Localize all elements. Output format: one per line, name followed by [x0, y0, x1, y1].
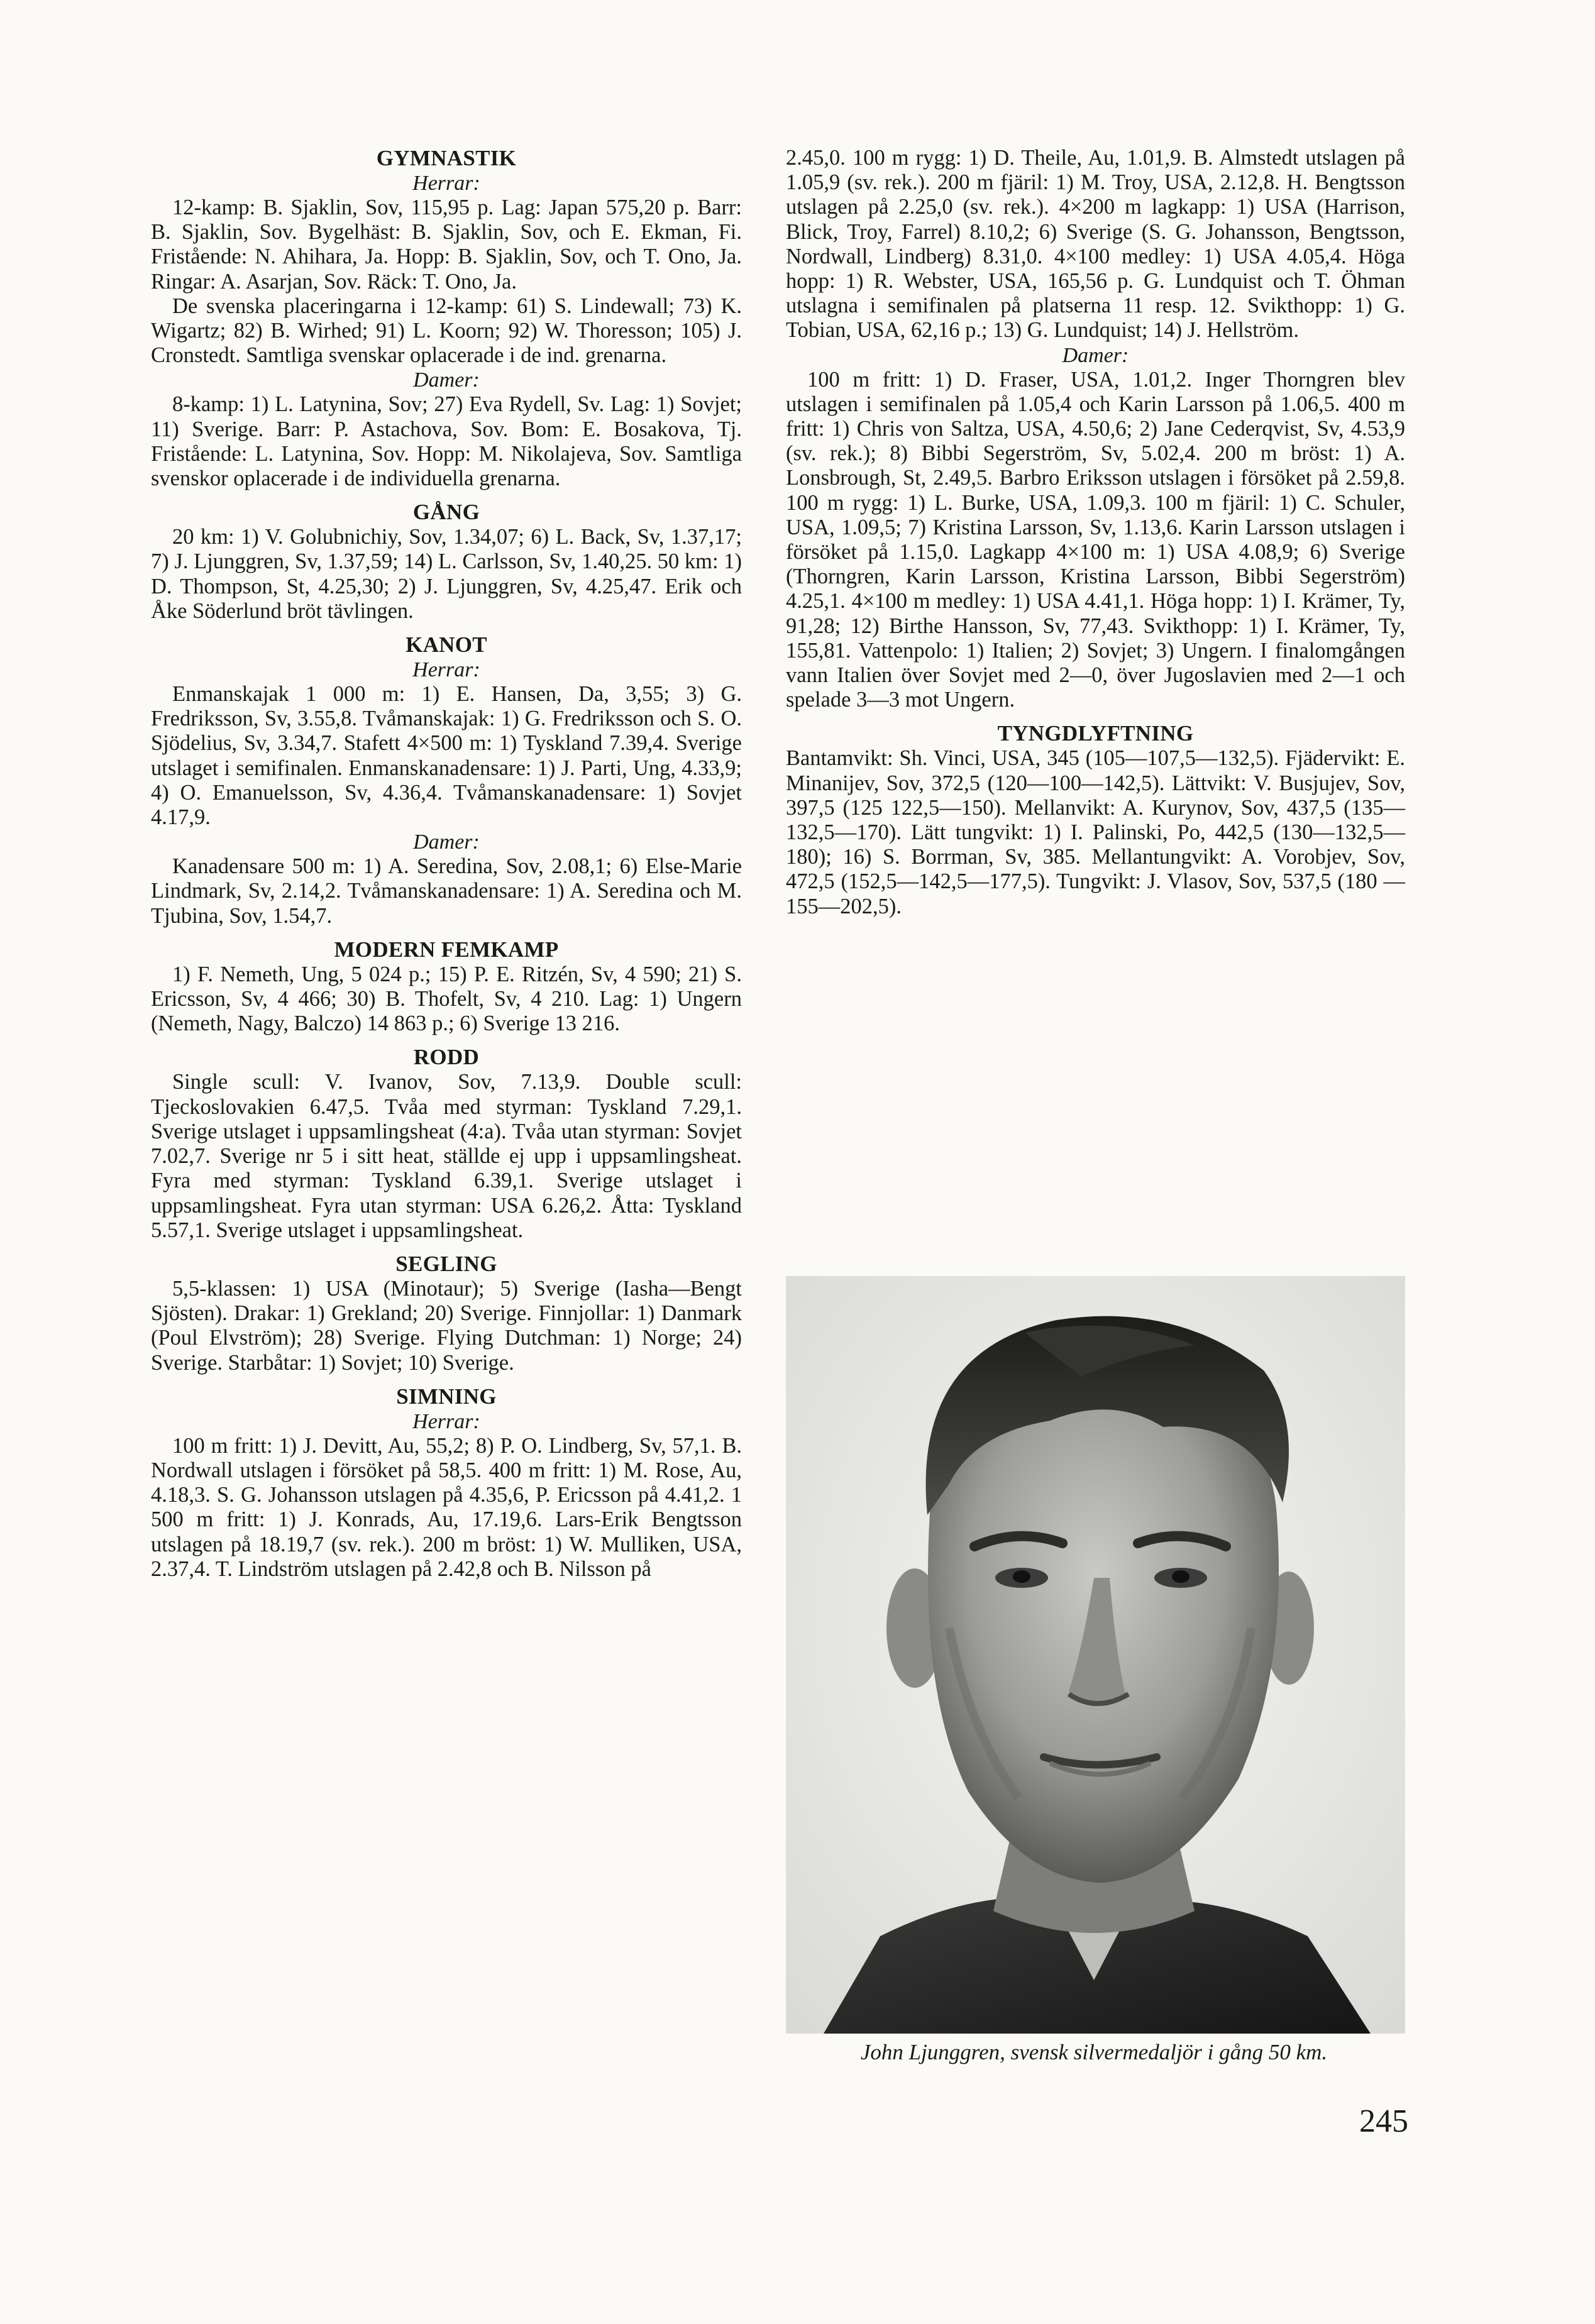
- results-paragraph: 100 m fritt: 1) J. Devitt, Au, 55,2; 8) P. O. Lindberg, Sv, 57,1. B. Nordwall utslagen i försöket på 58,5. 400 m fritt: 1) M. Rose, Au, 4.18,3. S. G. Johansson utslagen på 4.35,6, P. Ericsson på 4.41,2. 1 500 m fritt: 1) J. Konrads, Au, 17.19,6. Lars-Erik Bengtsson utslagen på 18.19,7 (sv. rek.). 200 m bröst: 1) W. Mulliken, USA, 2.37,4. T. Lindström utslagen på 2.42,8 och B. Nilsson på: [151, 1433, 742, 1581]
- results-paragraph: 100 m fritt: 1) D. Fraser, USA, 1.01,2. Inger Thorngren blev utslagen i semifinalen på 1.05,4 och Karin Larsson på 1.06,5. 400 m fritt: 1) Chris von Saltza, USA, 4.50,6; 2) Jane Cederqvist, Sv, 4.53,9 (sv. rek.); 8) Bibbi Segerström, Sv, 5.02,4. 200 m bröst: 1) A. Lonsbrough, St, 2.49,5. Barbro Eriksson utslagen i försöket på 2.59,8. 100 m rygg: 1) L. Burke, USA, 1.09,3. 100 m fjäril: 1) C. Schuler, USA, 1.09,5; 7) Kristina Larsson, Sv, 1.13,6. Karin Larsson utslagen i försöket på 1.15,0. Lagkapp 4×100 m: 1) USA 4.08,9; 6) Sverige (Thorngren, Karin Larsson, Kristina Larsson, Bibbi Segerström) 4.25,1. 4×100 m medley: 1) USA 4.41,1. Höga hopp: 1) I. Krämer, Ty, 91,28; 12) Birthe Hansson, Sv, 77,43. Svikthopp: 1) I. Krämer, Ty, 155,81. Vattenpolo: 1) Italien; 2) Sovjet; 3) Ungern. I finalomgången vann Italien över Sovjet med 2—0, över Jugoslavien med 2—1 och spelade 3—3 mot Ungern.: [786, 367, 1405, 712]
- portrait-photo: [786, 1276, 1405, 2034]
- section-subheading: Herrar:: [412, 1409, 480, 1433]
- results-paragraph: Enmanskajak 1 000 m: 1) E. Hansen, Da, 3,55; 3) G. Fredriksson, Sv, 3.55,8. Tvåmanskajak: 1) G. Fredriksson och S. O. Sjödelius, Sv, 3.34,7. Stafett 4×500 m: 1) Tyskland 7.39,4. Sverige utslaget i semifinalen. Enmanskanadensare: 1) J. Parti, Ung, 4.33,9; 4) O. Emanuelsson, Sv, 4.36,4. Tvåmanskanadensare: 1) Sovjet 4.17,9.: [151, 682, 742, 830]
- photo-caption: John Ljunggren, svensk silvermedaljör i gång 50 km.: [860, 2040, 1328, 2064]
- section-heading: SEGLING: [395, 1251, 497, 1276]
- results-paragraph: De svenska placeringarna i 12-kamp: 61) S. Lindewall; 73) K. Wigartz; 82) B. Wirhed; 91) L. Koorn; 92) W. Thoresson; 105) J. Cronstedt. Samtliga svenskar oplacerade i de ind. grenarna.: [151, 294, 742, 368]
- section-subheading: Herrar:: [412, 172, 480, 195]
- results-paragraph: Bantamvikt: Sh. Vinci, USA, 345 (105—107,5—132,5). Fjädervikt: E. Minanijev, Sov, 372,5 (120—100—142,5). Lättvikt: V. Busjujev, Sov, 397,5 (125 122,5—150). Mellanvikt: A. Kurynov, Sov, 437,5 (135—132,5—170). Lätt tungvikt: 1) I. Palinski, Po, 442,5 (130—132,5—180); 16) S. Borrman, Sv, 385. Mellantungvikt: A. Vorobjev, Sov, 472,5 (152,5—142,5—177,5). Tungvikt: J. Vlasov, Sov, 537,5 (180 —155—202,5).: [786, 746, 1405, 918]
- section-heading: GÅNG: [412, 500, 480, 525]
- section-subheading: Herrar:: [412, 658, 480, 682]
- section-heading: MODERN FEMKAMP: [334, 937, 559, 962]
- section-heading: RODD: [413, 1045, 480, 1070]
- results-paragraph: Single scull: V. Ivanov, Sov, 7.13,9. Double scull: Tjeckoslovakien 6.47,5. Tvåa med styrman: Tyskland 7.29,1. Sverige utslaget i uppsamlingsheat (4:a). Tvåa utan styrman: Sovjet 7.02,7. Sverige nr 5 i sitt heat, ställde ej upp i uppsamlingsheat. Fyra med styrman: Tyskland 6.39,1. Sverige utslaget i uppsamlingsheat. Fyra utan styrman: USA 6.26,2. Åtta: Tyskland 5.57,1. Sverige utslaget i uppsamlingsheat.: [151, 1070, 742, 1242]
- section-heading: GYMNASTIK: [376, 146, 517, 170]
- results-paragraph: 12-kamp: B. Sjaklin, Sov, 115,95 p. Lag: Japan 575,20 p. Barr: B. Sjaklin, Sov. Bygelhäst: B. Sjaklin, Sov, och E. Ekman, Fi. Fristående: N. Ahihara, Ja. Hopp: B. Sjaklin, Sov, och T. Ono, Ja. Ringar: A. Asarjan, Sov. Räck: T. Ono, Ja.: [151, 196, 742, 294]
- section-heading: KANOT: [406, 632, 487, 658]
- section-subheading: Damer:: [413, 368, 480, 392]
- section-subheading: Damer:: [1062, 343, 1129, 367]
- left-column: [151, 146, 742, 1582]
- section-subheading: Damer:: [413, 830, 480, 854]
- results-paragraph: 2.45,0. 100 m rygg: 1) D. Theile, Au, 1.01,9. B. Almstedt utslagen på 1.05,9 (sv. rek.). 200 m fjäril: 1) M. Troy, USA, 2.12,8. H. Bengtsson utslagen på 2.25,0 (sv. rek.). 4×200 m lagkapp: 1) USA (Harrison, Blick, Troy, Farrel) 8.10,2; 6) Sverige (S. G. Johansson, Bengtsson, Nordwall, Lindberg) 8.31,0. 4×100 medley: 1) USA 4.05,4. Höga hopp: 1) R. Webster, USA, 165,56 p. G. Lundquist och T. Öhman utslagna i semifinalen på platserna 11 resp. 12. Svikthopp: 1) G. Tobian, USA, 62,16 p.; 13) G. Lundquist; 14) J. Hellström.: [786, 146, 1405, 343]
- results-paragraph: 1) F. Nemeth, Ung, 5 024 p.; 15) P. E. Ritzén, Sv, 4 590; 21) S. Ericsson, Sv, 4 466; 30) B. Thofelt, Sv, 4 210. Lag: 1) Ungern (Nemeth, Nagy, Balczo) 14 863 p.; 6) Sverige 13 216.: [151, 962, 742, 1036]
- results-paragraph: 5,5-klassen: 1) USA (Minotaur); 5) Sverige (Iasha—Bengt Sjösten). Drakar: 1) Grekland; 20) Sverige. Finnjollar: 1) Danmark (Poul Elvström); 28) Sverige. Flying Dutchman: 1) Norge; 24) Sverige. Starbåtar: 1) Sovjet; 10) Sverige.: [151, 1276, 742, 1375]
- section-heading: TYNGDLYFTNING: [997, 721, 1194, 746]
- right-column: [786, 146, 1405, 919]
- section-heading: SIMNING: [396, 1384, 497, 1409]
- results-paragraph: Kanadensare 500 m: 1) A. Seredina, Sov, 2.08,1; 6) Else-Marie Lindmark, Sv, 2.14,2. Tvåmanskanadensare: 1) A. Seredina och M. Tjubina, Sov, 1.54,7.: [151, 854, 742, 928]
- page-number: 245: [1359, 2103, 1408, 2139]
- results-paragraph: 20 km: 1) V. Golubnichiy, Sov, 1.34,07; 6) L. Back, Sv, 1.37,17; 7) J. Ljunggren, Sv, 1.37,59; 14) L. Carlsson, Sv, 1.40,25. 50 km: 1) D. Thompson, St, 4.25,30; 2) J. Ljunggren, Sv, 4.25,47. Erik och Åke Söderlund bröt tävlingen.: [151, 525, 742, 623]
- results-paragraph: 8-kamp: 1) L. Latynina, Sov; 27) Eva Rydell, Sv. Lag: 1) Sovjet; 11) Sverige. Barr: P. Astachova, Sov. Bom: E. Bosakova, Tj. Fristående: L. Latynina, Sov. Hopp: M. Nikolajeva, Sov. Samtliga svenskor oplacerade i de individuella grenarna.: [151, 392, 742, 491]
